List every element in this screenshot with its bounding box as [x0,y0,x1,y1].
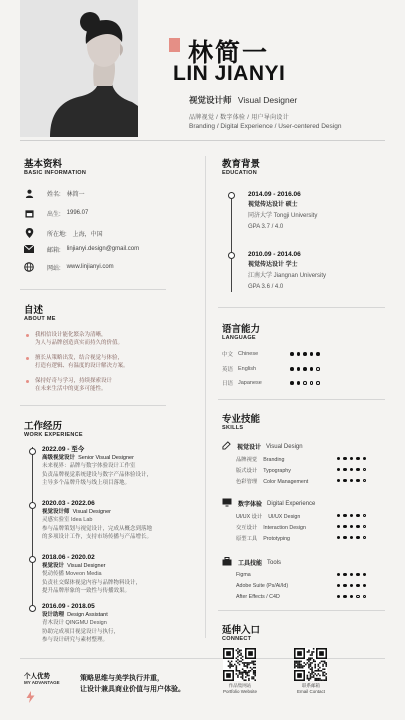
work-role-cn: 视觉设计 [42,563,65,570]
level-dots [337,584,367,588]
tags-english: Branding / Digital Experience / User-centered Design [189,123,342,130]
edu-degree: 视觉传达设计 学士 [248,262,298,268]
level-dot-filled [350,536,354,540]
tags-chinese: 品牌视觉 / 数字体验 / 用户导向设计 [189,115,290,121]
section-divider [218,307,385,308]
level-dots [337,573,367,577]
level-dot-filled [310,352,314,356]
job-title [189,94,297,106]
work-date: 2016.09 - 2018.05 [42,603,95,610]
mail-icon [24,244,34,254]
bottom-divider [20,658,385,659]
edu-date: 2014.09 - 2016.06 [248,191,301,198]
qr-label-email [286,683,336,695]
education-timeline [231,192,232,292]
info-label: 出生: [47,211,61,218]
work-desc: 负责社交媒体视觉内容与品牌物料设计， 提升品牌形象的一致性与传播效果。 [42,579,142,594]
level-dot-empty [363,536,367,540]
edu-gpa: GPA 3.7 / 4.0 [248,224,284,230]
level-dot-filled [303,367,307,371]
level-dots [337,536,367,540]
skill-group-head [222,441,303,452]
level-dot-filled [337,514,341,518]
level-dot-filled [350,595,354,599]
edu-degree: 视觉传达设计 硕士 [248,202,298,208]
about-title: 自述 [24,305,44,316]
info-label: 邮箱: [47,247,61,254]
basic-info-subtitle: BASIC INFORMATION [24,170,87,176]
language-row [222,349,372,359]
lang-en: Japanese [238,380,262,386]
work-role-en: Design Assistant [67,612,108,619]
level-dots [337,525,367,529]
level-dot-filled [303,352,307,356]
skill-row [236,465,366,474]
work-desc: 负责品牌视觉系统建设与数字产品体验设计， 主导多个品牌升级与线上项目落地。 [42,471,153,486]
skills-subtitle: SKILLS [222,425,244,431]
info-value: 林简一 [66,191,85,198]
level-dots [290,352,320,356]
info-value: 1996.07 [66,210,89,216]
level-dot-filled [290,367,294,371]
about-text: 保持好奇与学习，持续探索设计 在未来生活中的更多可能性。 [35,378,113,392]
level-dots [290,381,320,385]
skill-en: Interaction Design [263,524,306,531]
skill-row [236,522,366,531]
work-role-cn: 设计助理 [42,612,65,619]
level-dot-filled [310,367,314,371]
level-dot-filled [343,595,347,599]
level-dot-filled [356,457,360,461]
portrait-photo [20,0,138,137]
level-dot-filled [290,381,294,385]
work-org: 灵感实验室 Idea Lab [42,517,93,524]
bullet-dot [26,380,29,383]
skill-group-head [222,498,315,509]
level-dot-empty [310,381,314,385]
skill-en: Typography [263,467,291,474]
level-dots [290,367,320,371]
level-dot-filled [343,479,347,483]
level-dot-filled [297,381,301,385]
level-dot-empty [363,468,367,472]
skill-cn: 交互设计 [236,524,258,531]
level-dot-empty [363,514,367,518]
skill-group-en: Visual Design [266,443,303,450]
skill-row [236,570,366,579]
connect-title: 延伸入口 [222,625,261,636]
info-row-location [24,226,103,240]
work-role-en: Senior Visual Designer [78,455,134,462]
lang-cn: 日语 [222,381,234,387]
header-divider [20,140,385,141]
qr-label-en: Portfolio Website [223,689,257,694]
lang-en: Chinese [238,351,259,357]
user-icon [24,188,34,198]
accent-square [169,38,180,52]
work-item [42,500,197,541]
section-divider [218,610,385,611]
level-dot-filled [337,457,341,461]
level-dot-filled [343,573,347,577]
level-dot-filled [356,573,360,577]
qr-label-portfolio [215,683,265,695]
work-role-en: Visual Designer [72,509,111,516]
bullet-dot [26,357,29,360]
skill-row [236,581,366,590]
level-dot-filled [297,367,301,371]
edu-date: 2010.09 - 2014.06 [248,251,301,258]
level-dots [337,479,367,483]
level-dots [337,514,367,518]
globe-icon [24,262,34,272]
skill-cn: After Effects / C4D [236,593,280,600]
level-dot-empty [363,479,367,483]
edu-school: 江南大学 Jiangnan University [248,273,327,279]
level-dot-empty [363,525,367,529]
skill-row [236,476,366,485]
skill-row [236,533,366,542]
info-row-name [24,186,85,200]
work-title: 工作经历 [24,421,63,432]
work-org: 青木设计 QINGMU Design [42,620,107,627]
level-dot-empty [303,381,307,385]
skill-cn: 品牌视觉 [236,456,258,463]
skill-row [236,592,366,601]
location-pin-icon [24,228,34,238]
skill-group-head [222,557,281,568]
job-title-cn: 视觉设计师 [189,95,232,105]
timeline-dot [29,502,36,509]
education-subtitle: EDUCATION [222,170,257,176]
level-dot-filled [343,514,347,518]
skill-group-en: Tools [267,559,282,566]
lang-cn: 英语 [222,367,234,373]
level-dot-filled [356,525,360,529]
job-title-en: Visual Designer [237,95,298,105]
level-dot-filled [363,457,367,461]
info-row-email[interactable] [24,242,139,256]
work-desc: 参与品牌策划与视觉设计，完成从概念到落地 的多项设计工作，支持市场传播与产品增长。 [42,525,153,540]
name-english: LIN JIANYI [173,62,286,85]
level-dot-empty [363,595,367,599]
lang-cn: 中文 [222,352,234,358]
section-divider [218,399,385,400]
about-text: 擅长从策略出发，结合视觉与体验， 打造有逻辑、有温度的设计解决方案。 [35,355,129,369]
about-item [26,354,176,370]
qr-code-portfolio[interactable] [223,648,256,681]
about-item [26,331,176,347]
lang-en: English [238,366,257,372]
level-dot-empty [356,595,360,599]
timeline-dot [29,605,36,612]
skill-row [236,454,366,463]
work-role [42,562,197,570]
work-timeline [32,447,33,607]
level-dot-filled [356,584,360,588]
level-dot-filled [363,584,367,588]
level-dot-filled [356,468,360,472]
skill-en: Branding [263,456,285,463]
qr-label-cn: 作品集网站 [228,683,252,688]
level-dot-filled [350,468,354,472]
lightning-icon [26,690,35,708]
qr-code-email[interactable] [294,648,327,681]
column-divider [205,156,206,638]
work-subtitle: WORK EXPERIENCE [24,432,83,438]
level-dot-filled [343,584,347,588]
tools-icon [222,557,232,568]
skill-en: UI/UX Design [268,513,301,520]
advantage-title: 个人优势 [24,673,50,680]
calendar-icon [24,208,34,218]
header [0,0,405,142]
language-title: 语言能力 [222,324,261,335]
level-dot-filled [337,584,341,588]
level-dot-filled [350,584,354,588]
level-dots [337,595,367,599]
skill-cn: Adobe Suite (Ps/Ai/Id) [236,582,289,589]
language-row [222,378,372,388]
level-dot-filled [337,536,341,540]
level-dots [337,468,367,472]
work-org: 悦动传播 Moveon Media [42,571,102,578]
work-item [42,603,197,644]
advantage-subtitle: MY ADVANTAGE [24,680,60,685]
advantage-text: 策略思维与美学执行并重， 让设计兼具商业价值与用户体验。 [80,675,185,693]
level-dot-filled [343,525,347,529]
skill-cn: 版式设计 [236,467,258,474]
timeline-dot [228,192,235,199]
language-subtitle: LANGUAGE [222,335,256,341]
work-date: 2020.03 - 2022.06 [42,500,95,507]
level-dot-filled [337,595,341,599]
level-dot-filled [297,352,301,356]
about-subtitle: ABOUT ME [24,316,56,322]
section-divider [20,289,166,290]
info-value[interactable]: www.linjianyi.com [66,264,114,270]
section-divider [20,405,166,406]
info-value: 上海，中国 [72,231,103,238]
level-dot-filled [356,514,360,518]
level-dot-filled [363,573,367,577]
level-dot-filled [350,525,354,529]
info-label: 所在地: [47,231,67,238]
level-dot-empty [316,367,320,371]
info-row-birth [24,206,88,220]
education-item [248,249,326,293]
info-label: 姓名: [47,191,61,198]
work-role [42,508,197,516]
work-desc: 协助完成项目视觉设计与执行， 参与设计研究与素材整理。 [42,628,120,643]
work-item [42,554,197,595]
skill-group-cn: 工具技能 [238,561,263,567]
level-dot-filled [350,514,354,518]
level-dot-filled [343,468,347,472]
work-item [42,446,197,487]
level-dot-filled [343,457,347,461]
edu-school: 同济大学 Tongji University [248,213,318,219]
level-dot-filled [290,352,294,356]
timeline-dot [29,448,36,455]
skill-row [236,511,366,520]
level-dot-filled [337,573,341,577]
skill-cn: 原型工具 [236,535,258,542]
level-dot-filled [337,479,341,483]
monitor-icon [222,498,232,509]
about-text: 我相信设计能化繁杂为清晰， 为人与品牌创造真实而持久的价值。 [35,332,124,346]
language-row [222,364,372,374]
skill-cn: UI/UX 设计 [236,513,263,520]
qr-label-cn: 联系邮箱 [302,683,320,688]
skills-title: 专业技能 [222,414,261,425]
timeline-dot [29,556,36,563]
skill-group-cn: 视觉设计 [237,445,262,451]
level-dot-filled [356,536,360,540]
level-dot-filled [350,479,354,483]
level-dot-empty [316,381,320,385]
connect-subtitle: CONNECT [222,636,252,642]
work-role-en: Visual Designer [67,563,106,570]
level-dot-filled [343,536,347,540]
timeline-dot [228,252,235,259]
work-org: 未来视界：品牌与数字体验设计工作室 [42,463,136,470]
work-date: 2022.09 - 至今 [42,446,85,453]
level-dot-filled [350,457,354,461]
level-dot-filled [316,352,320,356]
level-dot-filled [350,573,354,577]
info-label: 网站: [47,265,61,272]
level-dot-filled [356,479,360,483]
skill-group-cn: 数字体验 [238,502,263,508]
work-role [42,611,197,619]
info-value[interactable]: linjianyi.design@gmail.com [66,246,140,252]
basic-info-title: 基本资料 [24,159,63,170]
work-role-cn: 视觉设计师 [42,509,70,516]
skill-en: Prototyping [263,535,290,542]
education-item [248,189,317,233]
edu-gpa: GPA 3.6 / 4.0 [248,284,284,290]
education-title: 教育背景 [222,159,261,170]
level-dot-filled [337,468,341,472]
bullet-dot [26,334,29,337]
qr-label-en: Email Contact [296,689,325,694]
work-role [42,454,197,462]
skill-cn: Figma [236,571,251,578]
about-item [26,377,176,393]
skill-cn: 色彩管理 [236,478,258,485]
pen-tool-icon [222,441,231,452]
level-dot-filled [337,525,341,529]
info-row-website[interactable] [24,260,114,274]
skill-group-en: Digital Experience [267,500,316,507]
work-role-cn: 高级视觉设计 [42,455,76,462]
level-dots [337,457,367,461]
name-chinese: 林简一 [188,39,270,67]
skill-en: Color Management [263,478,309,485]
work-date: 2018.06 - 2020.02 [42,554,95,561]
